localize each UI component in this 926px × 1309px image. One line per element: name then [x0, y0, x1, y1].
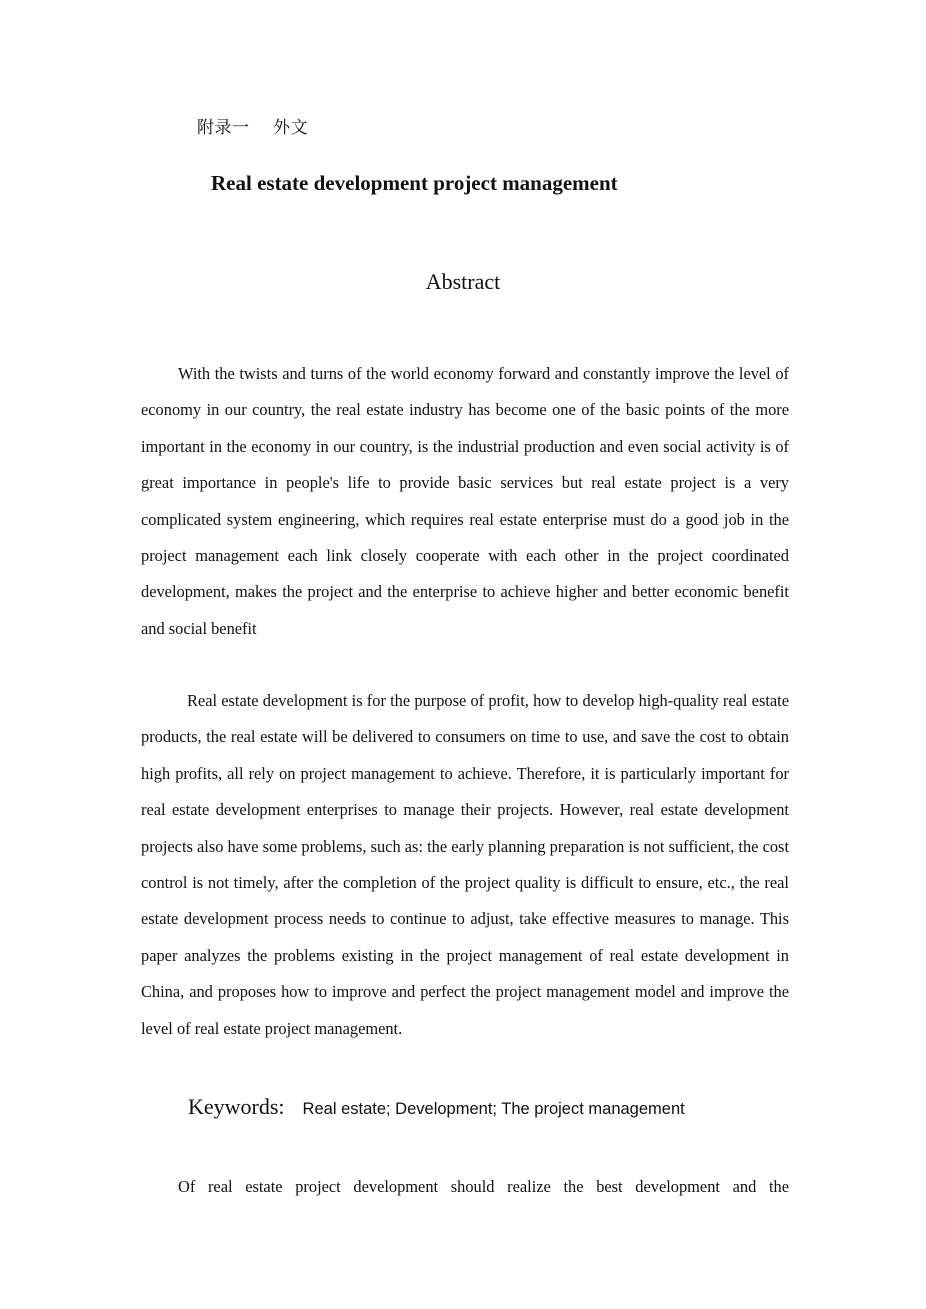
keywords-value: Real estate; Development; The project management: [302, 1100, 685, 1118]
keywords-label: Keywords:: [188, 1094, 285, 1119]
keywords-line: [188, 1094, 685, 1120]
abstract-heading: Abstract: [425, 269, 501, 294]
abstract-paragraph-1: With the twists and turns of the world economy forward and constantly improve the level of economy in our country, the real estate industry has become one of the basic points of the more important in the economy in our country, is the industrial production and even social activity is of great importance in people's life to provide basic services but real estate project is a very complicated system engineering, which requires real estate enterprise must do a good job in the project management each link closely cooperate with each other in the project coordinated development, makes the project and the enterprise to achieve higher and better economic benefit and social benefit: [141, 364, 789, 638]
appendix-label: 附录一 外文: [197, 118, 309, 138]
document-title: Real estate development project management: [211, 171, 618, 195]
abstract-paragraph-2: Real estate development is for the purpose of profit, how to develop high-quality real estate products, the real estate will be delivered to consumers on time to use, and save the cost to obtain high profits, all rely on project management to achieve. Therefore, it is particularly important for real estate development enterprises to manage their projects. However, real estate development projects also have some problems, such as: the early planning preparation is not sufficient, the cost control is not timely, after the completion of the project quality is difficult to ensure, etc., the real estate development process needs to continue to adjust, take effective measures to manage. This paper analyzes the problems existing in the project management of real estate development in China, and proposes how to improve and perfect the project management model and improve the level of real estate project management.: [141, 691, 789, 1038]
body-paragraph-start: Of real estate project development should realize the best development and the: [178, 1177, 789, 1196]
